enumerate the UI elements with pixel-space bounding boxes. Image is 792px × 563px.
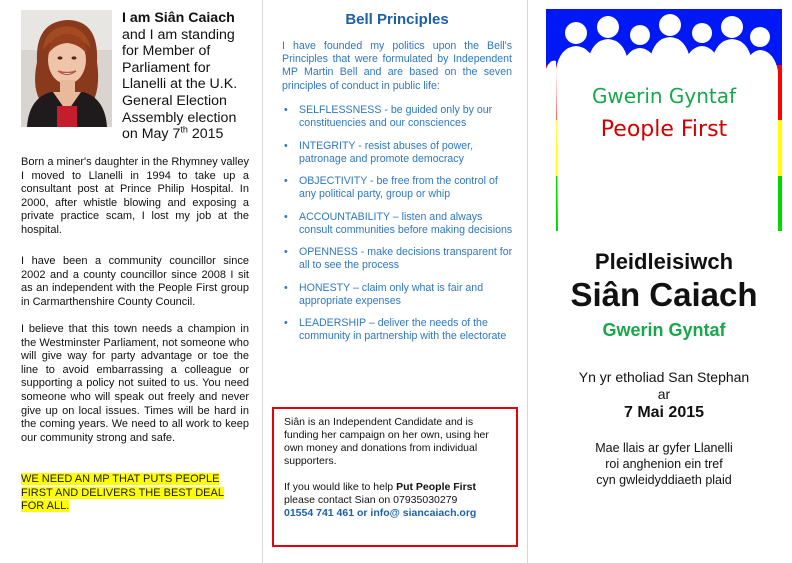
list-item	[282, 211, 514, 238]
funding-notice-box	[272, 407, 518, 547]
bio-paragraph: I have been a community councillor since 2002 and a county councillor since 2008 I sit as an independent with the People First group in Carmarthenshire County Council.	[21, 255, 249, 308]
highlight-text: WE NEED AN MP THAT PUTS PEOPLE FIRST AND DELIVERS THE BEST DEAL FOR ALL.	[21, 473, 224, 513]
candidate-photo	[21, 10, 112, 127]
principle-text: ACCOUNTABILITY – listen and always consult communities before making decisions	[299, 210, 513, 236]
principles-list	[282, 104, 514, 353]
logo-line-2: People First	[600, 117, 728, 142]
bullet-icon: •	[284, 281, 288, 294]
bell-principles-intro: I have founded my politics upon the Bell's Principles that were formulated by Independent MP Martin Bell and are based on the seven principles of conduct in public life:	[282, 40, 512, 92]
funding-text: Siân is an Independent Candidate and is funding her campaign on her own, using her own money and donations from individual supporters.	[284, 416, 489, 467]
help-text-start: If you would like to help	[284, 481, 397, 493]
highlight-paragraph	[21, 473, 249, 514]
intro-superscript: th	[180, 124, 188, 135]
principle-text: OBJECTIVITY - be free from the control of any political party, group or whip	[299, 175, 498, 201]
principle-text: INTEGRITY - resist abuses of power, patronage and promote democracy	[299, 139, 474, 165]
candidate-title: Siân Caiach	[570, 276, 758, 313]
list-item	[282, 317, 514, 344]
vote-heading: Pleidleisiwch	[594, 249, 734, 274]
candidate-intro	[122, 10, 254, 143]
bullet-icon: •	[284, 139, 288, 152]
principle-text: OPENNESS - make decisions transparent for all to see the process	[299, 246, 513, 272]
bullet-icon: •	[284, 210, 288, 223]
tagline-line-1: Mae llais ar gyfer Llanelli	[595, 441, 733, 455]
list-item	[282, 282, 514, 309]
principle-text: LEADERSHIP – deliver the needs of the community in partnership with the electorate	[299, 317, 507, 343]
help-text-end: please contact Sian on 07935030279	[284, 494, 458, 506]
portrait-image	[21, 10, 112, 127]
people-silhouette-logo	[546, 9, 782, 231]
bullet-icon: •	[284, 175, 288, 187]
principle-text: HONESTY – claim only what is fair and appropriate expenses	[299, 281, 484, 307]
column-divider	[527, 0, 528, 563]
column-divider	[262, 0, 263, 563]
tagline-line-3: cyn gwleidyddiaeth plaid	[596, 473, 732, 487]
party-logo	[546, 9, 782, 231]
contact-details[interactable]: 01554 741 461 or info@ siancaiach.org	[284, 507, 477, 519]
bio-paragraph: I believe that this town needs a champion in the Westminster Parliament, not someone who will give way for party advantage or toe the line to avoid embarrassing a colleague or supporting a policy not suited to us. You need someone who will speak out freely and never give up on local issues. Times will be hard in the coming years. We need to all work to keep our community strong and safe.	[21, 323, 249, 444]
tagline-line-2: roi anghenion ein tref	[605, 457, 723, 471]
list-item	[282, 246, 514, 273]
election-date: 7 Mai 2015	[623, 404, 705, 421]
intro-year: 2015	[187, 126, 224, 143]
bio-paragraph: Born a miner's daughter in the Rhymney valley I moved to Llanelli in 1994 to take up a consultant post at Prince Philip Hospital. In 2000, after whistle blowing and exposing a private practice scam, I lost my job at the hospital.	[21, 156, 249, 236]
election-line-2: ar	[657, 386, 671, 402]
list-item	[282, 175, 514, 202]
intro-text: and I am standing for Member of Parliament for Llanelli at the U.K. General Election Assembly election on May 7	[122, 26, 238, 143]
logo-line-1: Gwerin Gyntaf	[591, 84, 737, 108]
election-line-1: Yn yr etholiad San Stephan	[578, 369, 750, 385]
party-name: Gwerin Gyntaf	[602, 320, 726, 340]
bullet-icon: •	[284, 246, 288, 258]
candidate-name: I am Siân Caiach	[122, 10, 235, 26]
bullet-icon: •	[284, 104, 288, 116]
list-item	[282, 104, 514, 131]
principle-text: SELFLESSNESS - be guided only by our constituencies and our consciences	[299, 104, 493, 130]
list-item	[282, 140, 514, 167]
bullet-icon: •	[284, 317, 288, 329]
bell-principles-heading: Bell Principles	[345, 11, 449, 28]
help-text	[284, 481, 506, 507]
help-text-bold: Put People First	[396, 481, 477, 493]
